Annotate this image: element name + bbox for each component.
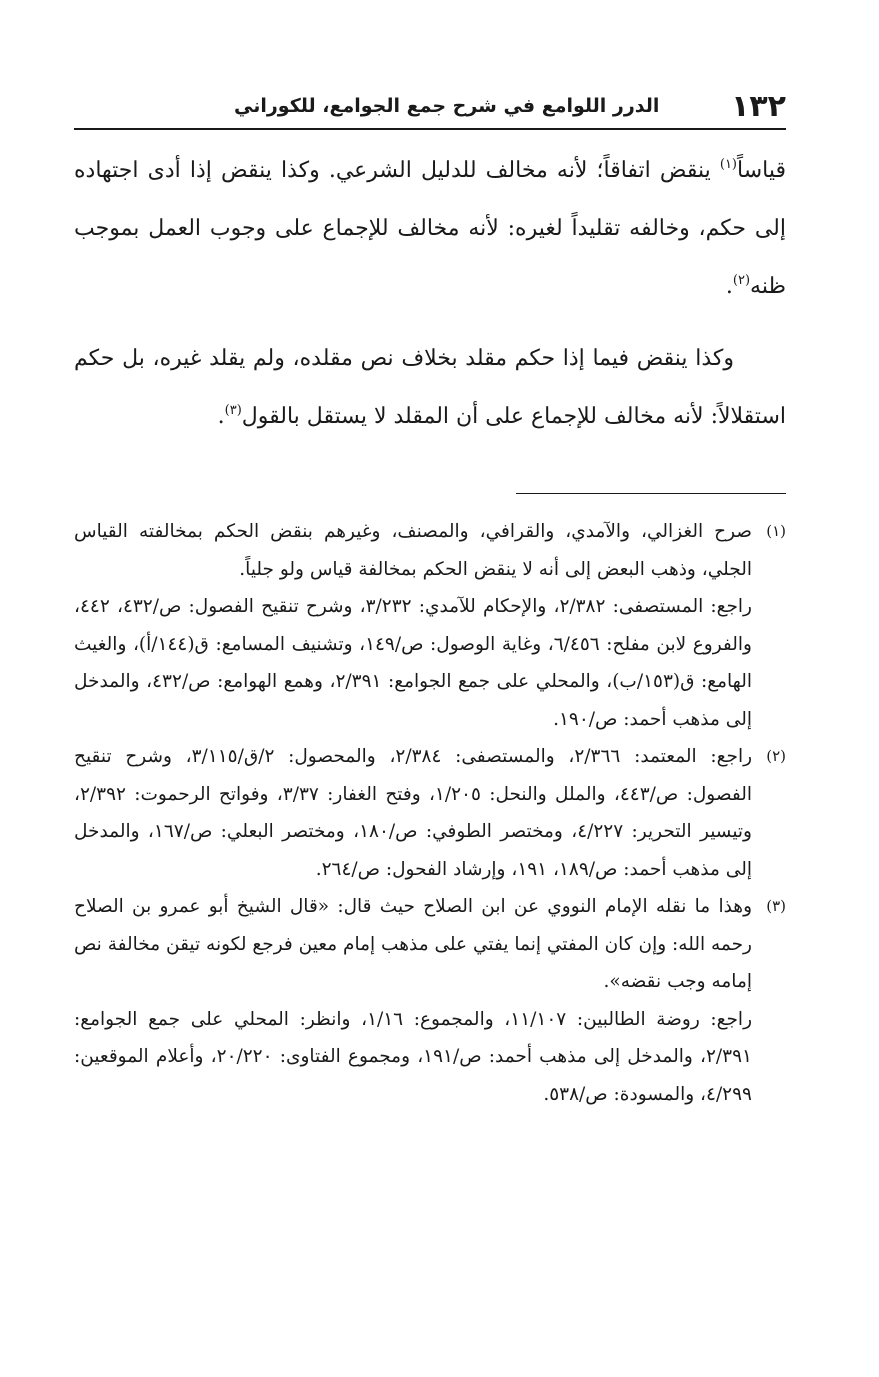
footnote-marker-2: (٢) (732, 273, 751, 288)
main-text (74, 142, 786, 446)
running-title: الدرر اللوامع في شرح جمع الجوامع، للكوراني (234, 95, 660, 117)
footnote-1 (74, 513, 786, 588)
page-header (74, 88, 786, 124)
footnote-text: راجع: المعتمد: ٢/٣٦٦، والمستصفى: ٢/٣٨٤، والمحصول: ٢/ق/٣/١١٥، وشرح تنقيح الفصول: ص/٤٤٣، والملل والنحل: ١/٢٠٥، وفتح الغفار: ٣/٣٧، وفواتح الرحموت: ٢/٣٩٢، وتيسير التحرير: ٤/٢٢٧، ومختصر الطوفي: ص/١٨٠، ومختصر البعلي: ص/١٦٧، والمدخل إلى مذهب أحمد: ص/١٨٩، ١٩١، وإرشاد الفحول: ص/٢٦٤. (74, 746, 753, 880)
footnote-3-references: راجع: روضة الطالبين: ١١/١٠٧، والمجموع: ١/١٦، وانظر: المحلي على جمع الجوامع: ٢/٣٩١، والمدخل إلى مذهب أحمد: ص/١٩١، ومجموع الفتاوى: ٢٠/٢٢٠، وأعلام الموقعين: ٤/٢٩٩، والمسودة: ص/٥٣٨. (74, 1008, 753, 1105)
header-rule (74, 128, 786, 130)
footnote-text: وهذا ما نقله الإمام النووي عن ابن الصلاح حيث قال: «قال الشيخ أبو عمرو بن الصلاح رحمه الله: وإن كان المفتي إنما يفتي على مذهب إمام معين فرجع لكونه تيقن مخالفة نص إمامه وجب نقضه». (74, 896, 752, 992)
footnote-marker-3: (٣) (224, 403, 242, 418)
footnote-2 (74, 738, 786, 888)
footnote-number: (١) (766, 522, 786, 540)
footnote-number: (٣) (766, 897, 786, 915)
footnote-1-references: راجع: المستصفى: ٢/٣٨٢، والإحكام للآمدي: ٣/٢٣٢، وشرح تنقيح الفصول: ص/٤٣٢، ٤٤٢، والفروع لابن مفلح: ٦/٤٥٦، وغاية الوصول: ص/١٤٩، وتشنيف المسامع: ق(١٤٤/أ)، والغيث الهامع: ق(١٥٣/ب)، والمحلي على جمع الجوامع: ٢/٣٩١، وهمع الهوامع: ص/٤٣٢، والمدخل إلى مذهب أحمد: ص/١٩٠. (74, 596, 752, 730)
footnote-text: صرح الغزالي، والآمدي، والقرافي، والمصنف، وغيرهم بنقض الحكم بمخالفته القياس الجلي، وذهب البعض إلى أنه لا ينقض الحكم بمخالفة قياس ولو جلياً. (74, 521, 752, 580)
footnote-3 (74, 888, 786, 1001)
paragraph-end: . (725, 274, 733, 299)
paragraph-text: ينقض اتفاقاً؛ لأنه مخالف للدليل الشرعي. وكذا ينقض إذا أدى اجتهاده إلى حكم، وخالفه تقليداً لغيره: لأنه مخالف للإجماع على وجوب العمل بموجب ظنه (74, 158, 786, 299)
footnote-separator (516, 493, 786, 494)
footnotes (74, 513, 786, 1113)
paragraph-text: قياساً (737, 158, 786, 183)
paragraph-text: وكذا ينقض فيما إذا حكم مقلد بخلاف نص مقلده، ولم يقلد غيره، بل حكم استقلالاً: لأنه مخالف للإجماع على أن المقلد لا يستقل بالقول (74, 346, 786, 429)
footnote-number: (٢) (766, 747, 786, 765)
paragraph-end: . (217, 404, 225, 429)
paragraph-2 (74, 330, 786, 446)
paragraph-1 (74, 142, 786, 316)
footnote-marker-1: (١) (719, 157, 737, 172)
page-number: ١٣٢ (731, 88, 786, 124)
